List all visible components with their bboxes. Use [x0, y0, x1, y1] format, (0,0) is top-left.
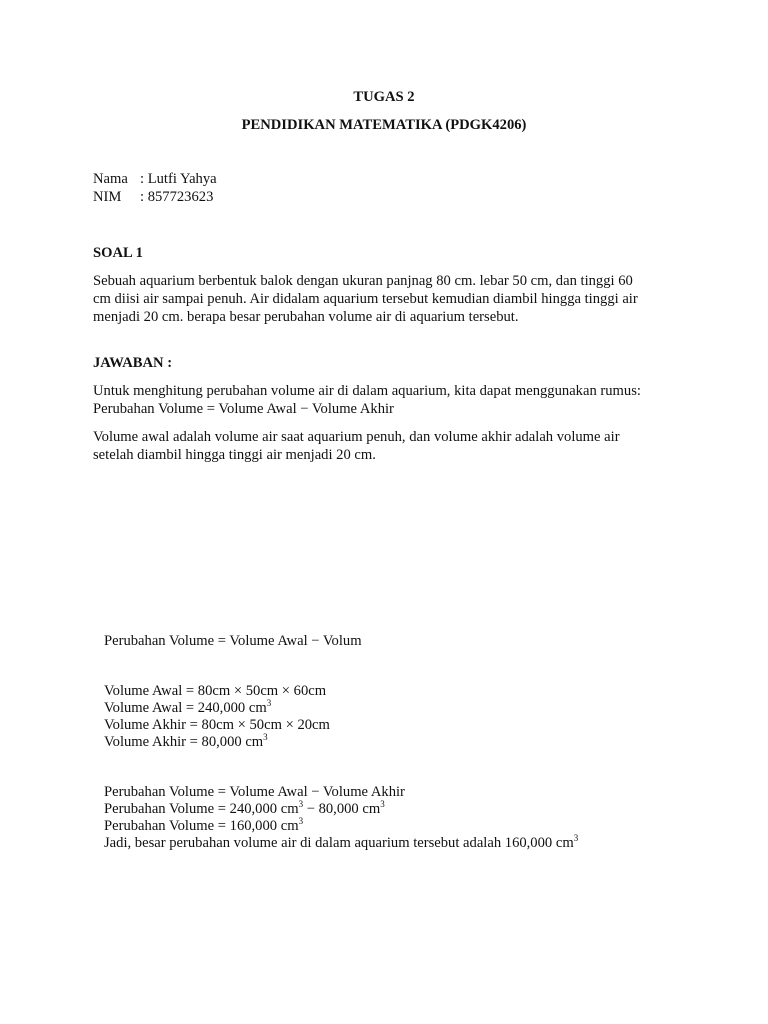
nim-value: : 857723623: [140, 189, 214, 205]
identity-nim-row: [93, 190, 213, 205]
superscript: 3: [263, 732, 268, 742]
calc-text: Jadi, besar perubahan volume air di dalam aquarium tersebut adalah 160,000 cm: [104, 835, 574, 851]
answer-explain-line: Volume awal adalah volume air saat aquarium penuh, dan volume akhir adalah volume air: [93, 429, 620, 445]
answer-explain-line: setelah diambil hingga tinggi air menjadi 20 cm.: [93, 447, 376, 463]
nim-label: NIM: [93, 189, 122, 205]
calc-text: Perubahan Volume = 160,000 cm: [104, 818, 299, 834]
calc-perubahan-substitution: [104, 799, 385, 817]
superscript: 3: [298, 799, 304, 809]
question-heading: SOAL 1: [93, 245, 143, 261]
question-line: menjadi 20 cm. berapa besar perubahan volume air di aquarium tersebut.: [93, 309, 519, 325]
calc-text: − 80,000 cm: [303, 801, 381, 817]
name-value: : Lutfi Yahya: [140, 171, 217, 187]
answer-heading: JAWABAN :: [93, 355, 173, 371]
document-title: TUGAS 2: [353, 89, 415, 105]
superscript: 3: [573, 833, 579, 843]
calc-perubahan-result: [104, 816, 304, 834]
conclusion: [104, 833, 579, 851]
superscript: 3: [298, 816, 304, 826]
calc-volume-awal-result: [104, 698, 272, 716]
calc-volume-awal: Volume Awal = 80cm × 50cm × 60cm: [104, 683, 327, 699]
question-line: Sebuah aquarium berbentuk balok dengan ukuran panjnag 80 cm. lebar 50 cm, dan tinggi 60: [93, 273, 633, 289]
question-line: cm diisi air sampai penuh. Air didalam aquarium tersebut kemudian diambil hingga tinggi air: [93, 291, 638, 307]
calc-text: Perubahan Volume = 240,000 cm: [104, 801, 299, 817]
identity-name-row: [93, 172, 217, 187]
superscript: 3: [380, 799, 385, 809]
calc-volume-akhir-result: [104, 732, 268, 750]
calc-text: Volume Akhir = 80,000 cm: [104, 734, 264, 750]
superscript: 3: [266, 698, 272, 708]
calc-text: Volume Awal = 240,000 cm: [104, 700, 267, 716]
document-subtitle: PENDIDIKAN MATEMATIKA (PDGK4206): [241, 117, 527, 133]
formula-partial: Perubahan Volume = Volume Awal − Volum: [104, 633, 362, 649]
answer-formula-line: Perubahan Volume = Volume Awal − Volume Akhir: [93, 401, 394, 417]
calc-volume-akhir: Volume Akhir = 80cm × 50cm × 20cm: [104, 717, 330, 733]
calc-perubahan-formula: Perubahan Volume = Volume Awal − Volume Akhir: [104, 784, 405, 800]
answer-intro-line: Untuk menghitung perubahan volume air di dalam aquarium, kita dapat menggunakan rumus:: [93, 383, 641, 399]
name-label: Nama: [93, 171, 128, 187]
